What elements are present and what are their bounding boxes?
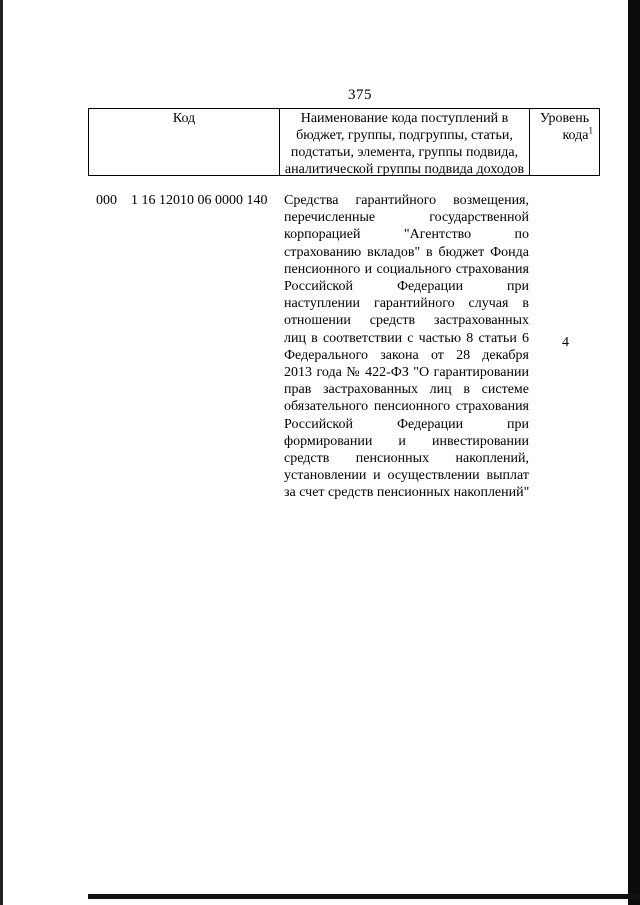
header-name-line: подстатьи, элемента, группы подвида, <box>290 145 519 160</box>
description-line: наступлении гарантийного случая в <box>284 296 529 312</box>
description-line: Федерального закона от 28 декабря <box>284 347 529 363</box>
scan-edge-left <box>0 0 3 905</box>
header-name-line: аналитической группы подвида доходов <box>284 162 525 177</box>
description-line: обязательного пенсионного страхования <box>284 399 529 415</box>
header-level-kod: кода <box>562 128 589 143</box>
table-header <box>88 108 600 176</box>
description-line: пенсионного и социального страхования <box>284 261 529 277</box>
scan-edge-right <box>628 0 640 905</box>
description-line: лиц в соответствии с частью 8 статьи 6 <box>284 330 529 346</box>
header-name-line: Наименование кода поступлений в <box>300 111 509 126</box>
header-name-cell <box>280 109 530 175</box>
description-line: прав застрахованных лиц в системе <box>284 382 529 398</box>
header-level-line1: Уровень <box>539 111 590 126</box>
description-line: формировании и инвестировании <box>284 433 529 449</box>
level-value: 4 <box>562 335 569 350</box>
description-line: корпорацией "Агентство по <box>284 227 529 243</box>
revenue-description <box>284 192 529 502</box>
header-code-label: Код <box>172 111 196 126</box>
description-line: отношении средств застрахованных <box>284 313 529 329</box>
description-line: 2013 года № 422-ФЗ "О гарантировании <box>284 365 529 381</box>
description-line: Средства гарантийного возмещения, <box>284 193 529 208</box>
header-name-line: бюджет, группы, подгруппы, статьи, <box>296 128 513 143</box>
header-level-line2 <box>530 127 599 144</box>
revenue-code: 1 16 12010 06 0000 140 <box>131 193 268 208</box>
header-code-cell <box>89 109 280 175</box>
admin-code: 000 <box>96 193 117 208</box>
description-line: Российской Федерации при <box>284 279 529 295</box>
page-number: 375 <box>348 87 372 103</box>
description-line: средств пенсионных накоплений, <box>284 451 529 467</box>
description-line: перечисленные государственной <box>284 210 529 226</box>
description-line: страхованию вкладов" в бюджет Фонда <box>284 244 529 260</box>
footnote-marker: 1 <box>588 125 593 136</box>
description-line: установлении и осуществлении выплат <box>284 468 529 484</box>
scan-edge-bottom <box>88 894 640 899</box>
description-line: Российской Федерации при <box>284 416 529 432</box>
description-line: за счет средств пенсионных накоплений" <box>284 485 530 501</box>
header-level-cell <box>530 109 599 175</box>
